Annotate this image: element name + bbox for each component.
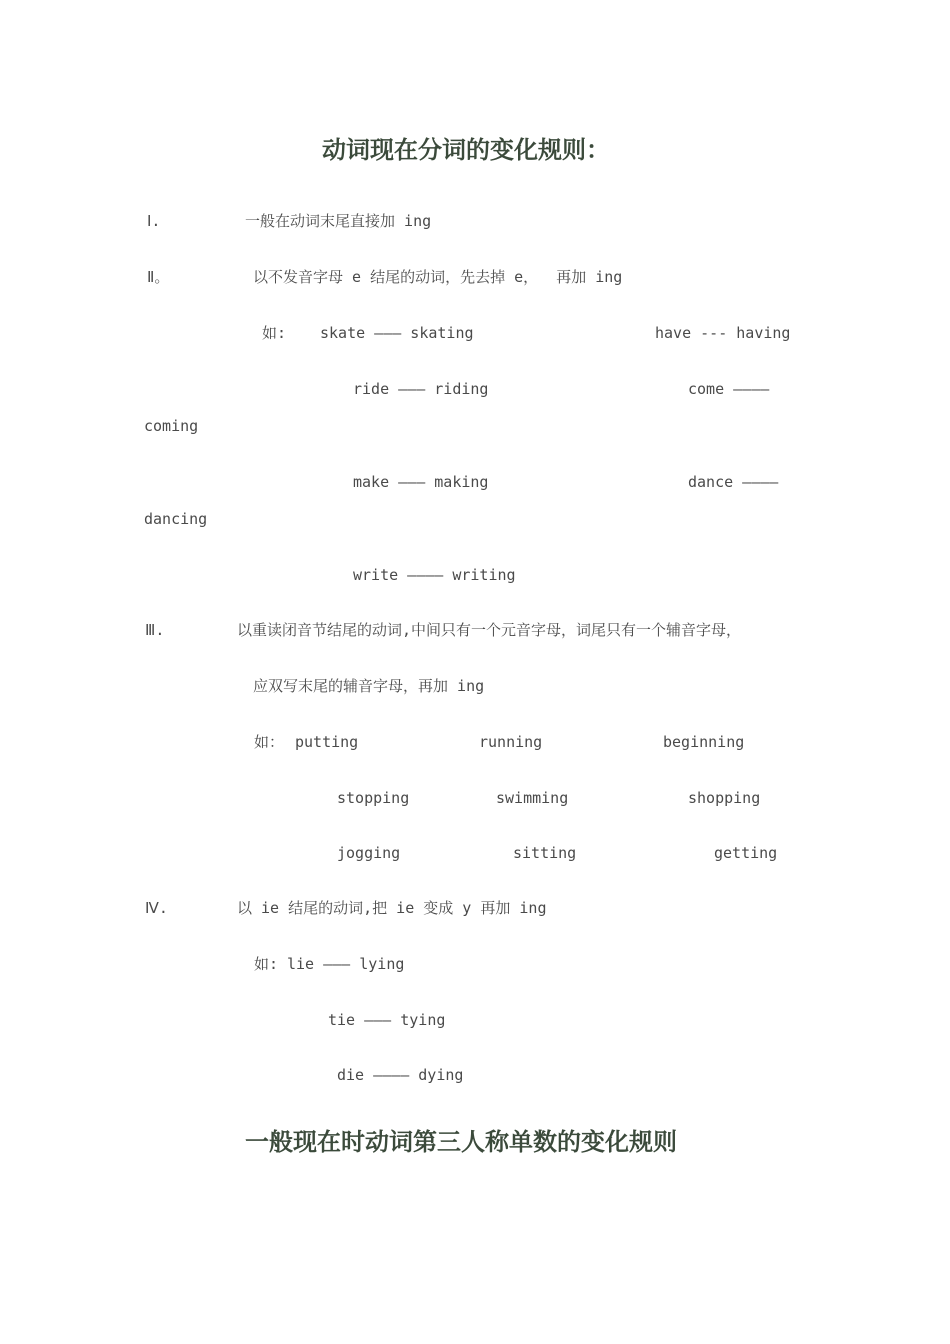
rule3-example-label: 如： (254, 733, 285, 751)
example-make: make ——— making (353, 473, 489, 491)
example-coming: coming (144, 417, 199, 435)
rule4-number: Ⅳ. (145, 899, 168, 917)
example-dance: dance ———— (688, 473, 779, 491)
word-sitting: sitting (513, 844, 577, 862)
rule4-example-label: 如: (254, 955, 279, 973)
rule3-number: Ⅲ. (145, 621, 165, 639)
example-have: have --- having (655, 324, 791, 342)
rule3-text-line1: 以重读闭音节结尾的动词,中间只有一个元音字母，词尾只有一个辅音字母， (237, 621, 742, 639)
section-title: 一般现在时动词第三人称单数的变化规则 (245, 1128, 677, 1156)
example-ride: ride ——— riding (353, 380, 489, 398)
word-shopping: shopping (688, 789, 761, 807)
rule4-text: 以 ie 结尾的动词,把 ie 变成 y 再加 ing (237, 899, 547, 917)
word-putting: putting (295, 733, 359, 751)
example-die: die ———— dying (337, 1066, 464, 1084)
example-lie: lie ——— lying (287, 955, 405, 973)
example-dancing: dancing (144, 510, 208, 528)
page-title: 动词现在分词的变化规则： (322, 136, 610, 164)
example-tie: tie ——— tying (328, 1011, 446, 1029)
word-running: running (479, 733, 543, 751)
rule1-text: 一般在动词末尾直接加 ing (245, 212, 432, 230)
word-stopping: stopping (337, 789, 410, 807)
rule2-text: 以不发音字母 e 结尾的动词，先去掉 e， 再加 ing (253, 268, 623, 286)
example-write: write ———— writing (353, 566, 516, 584)
rule3-text-line2: 应双写末尾的辅音字母，再加 ing (253, 677, 485, 695)
word-swimming: swimming (496, 789, 569, 807)
rule1-number: Ⅰ. (147, 212, 161, 230)
rule2-number: Ⅱ。 (147, 268, 170, 286)
word-getting: getting (714, 844, 778, 862)
example-skate: skate ——— skating (320, 324, 474, 342)
rule2-example-label: 如: (262, 324, 287, 342)
example-come: come ———— (688, 380, 770, 398)
word-jogging: jogging (337, 844, 401, 862)
word-beginning: beginning (663, 733, 745, 751)
